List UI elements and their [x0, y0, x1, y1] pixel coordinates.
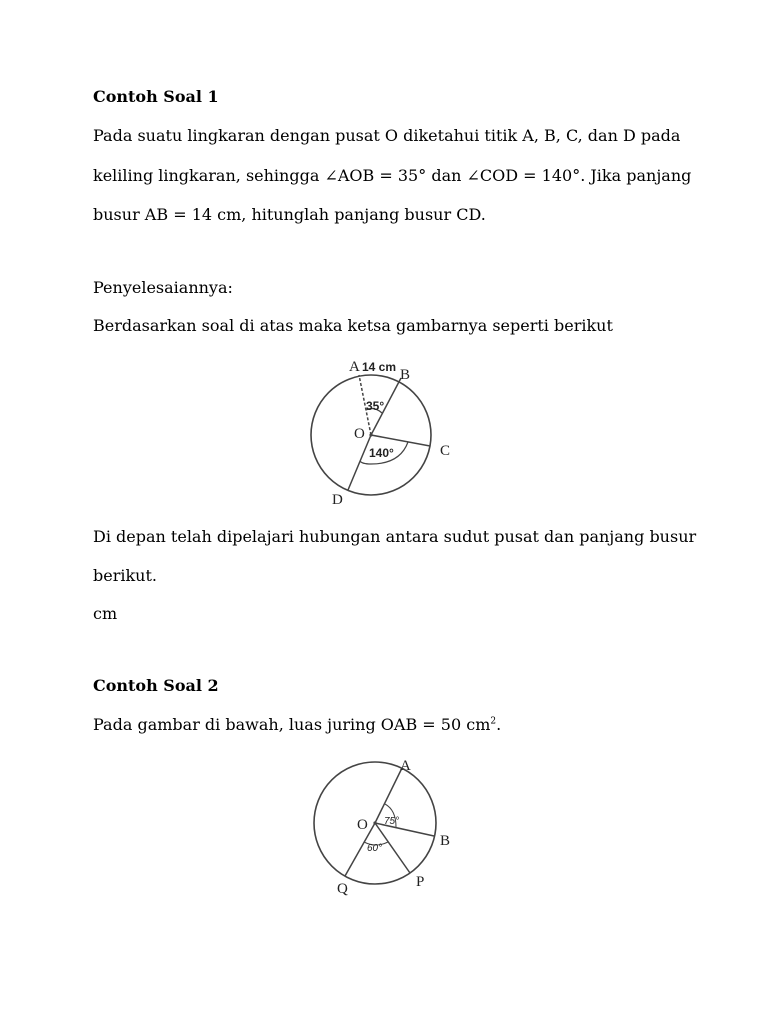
label-B: B: [440, 833, 451, 849]
example2-problem-text: Pada gambar di bawah, luas juring OAB = 50 cm: [93, 715, 491, 734]
circle-figure-1: [300, 356, 470, 514]
label-angle-COD: 140°: [369, 446, 394, 460]
radius-OA: [375, 768, 402, 823]
example1-problem-line2: keliling lingkaran, sehingga ∠AOB = 35° dan ∠COD = 140°. Jika panjang: [93, 166, 692, 185]
label-P: P: [416, 874, 425, 890]
explanation-line1: Di depan telah dipelajari hubungan antara sudut pusat dan panjang busur: [93, 527, 697, 546]
label-angle-AOB: 35°: [366, 399, 385, 413]
example2-heading: Contoh Soal 2: [93, 676, 219, 695]
radius-OD: [348, 435, 371, 490]
solution-heading: Penyelesaiannya:: [93, 278, 233, 297]
label-angle-POQ: 60°: [367, 843, 383, 854]
example2-problem-end: .: [496, 715, 502, 734]
label-Q: Q: [337, 881, 348, 897]
center-point-O: [369, 433, 372, 436]
label-O: O: [354, 426, 365, 442]
unit-line: cm: [93, 604, 118, 623]
label-D: D: [332, 492, 343, 508]
example1-problem-line3: busur AB = 14 cm, hitunglah panjang busur CD.: [93, 205, 486, 224]
circle-figure-2: [300, 752, 470, 906]
label-angle-AOB: 75°: [384, 816, 400, 827]
radius-OC: [371, 435, 430, 446]
solution-intro: Berdasarkan soal di atas maka ketsa gambarnya seperti berikut: [93, 316, 613, 335]
example1-problem-line1: Pada suatu lingkaran dengan pusat O diketahui titik A, B, C, dan D pada: [93, 126, 681, 145]
center-point-O: [373, 821, 376, 824]
label-C: C: [440, 443, 451, 459]
explanation-line2: berikut.: [93, 566, 157, 585]
label-O: O: [357, 817, 368, 833]
label-A: A: [349, 359, 360, 375]
example2-problem-superscript: 2: [490, 716, 497, 727]
label-arc-length: 14 cm: [362, 360, 397, 374]
example2-problem: [93, 715, 501, 735]
label-B: B: [400, 367, 411, 383]
example1-heading: Contoh Soal 1: [93, 87, 219, 106]
label-A: A: [400, 758, 411, 774]
